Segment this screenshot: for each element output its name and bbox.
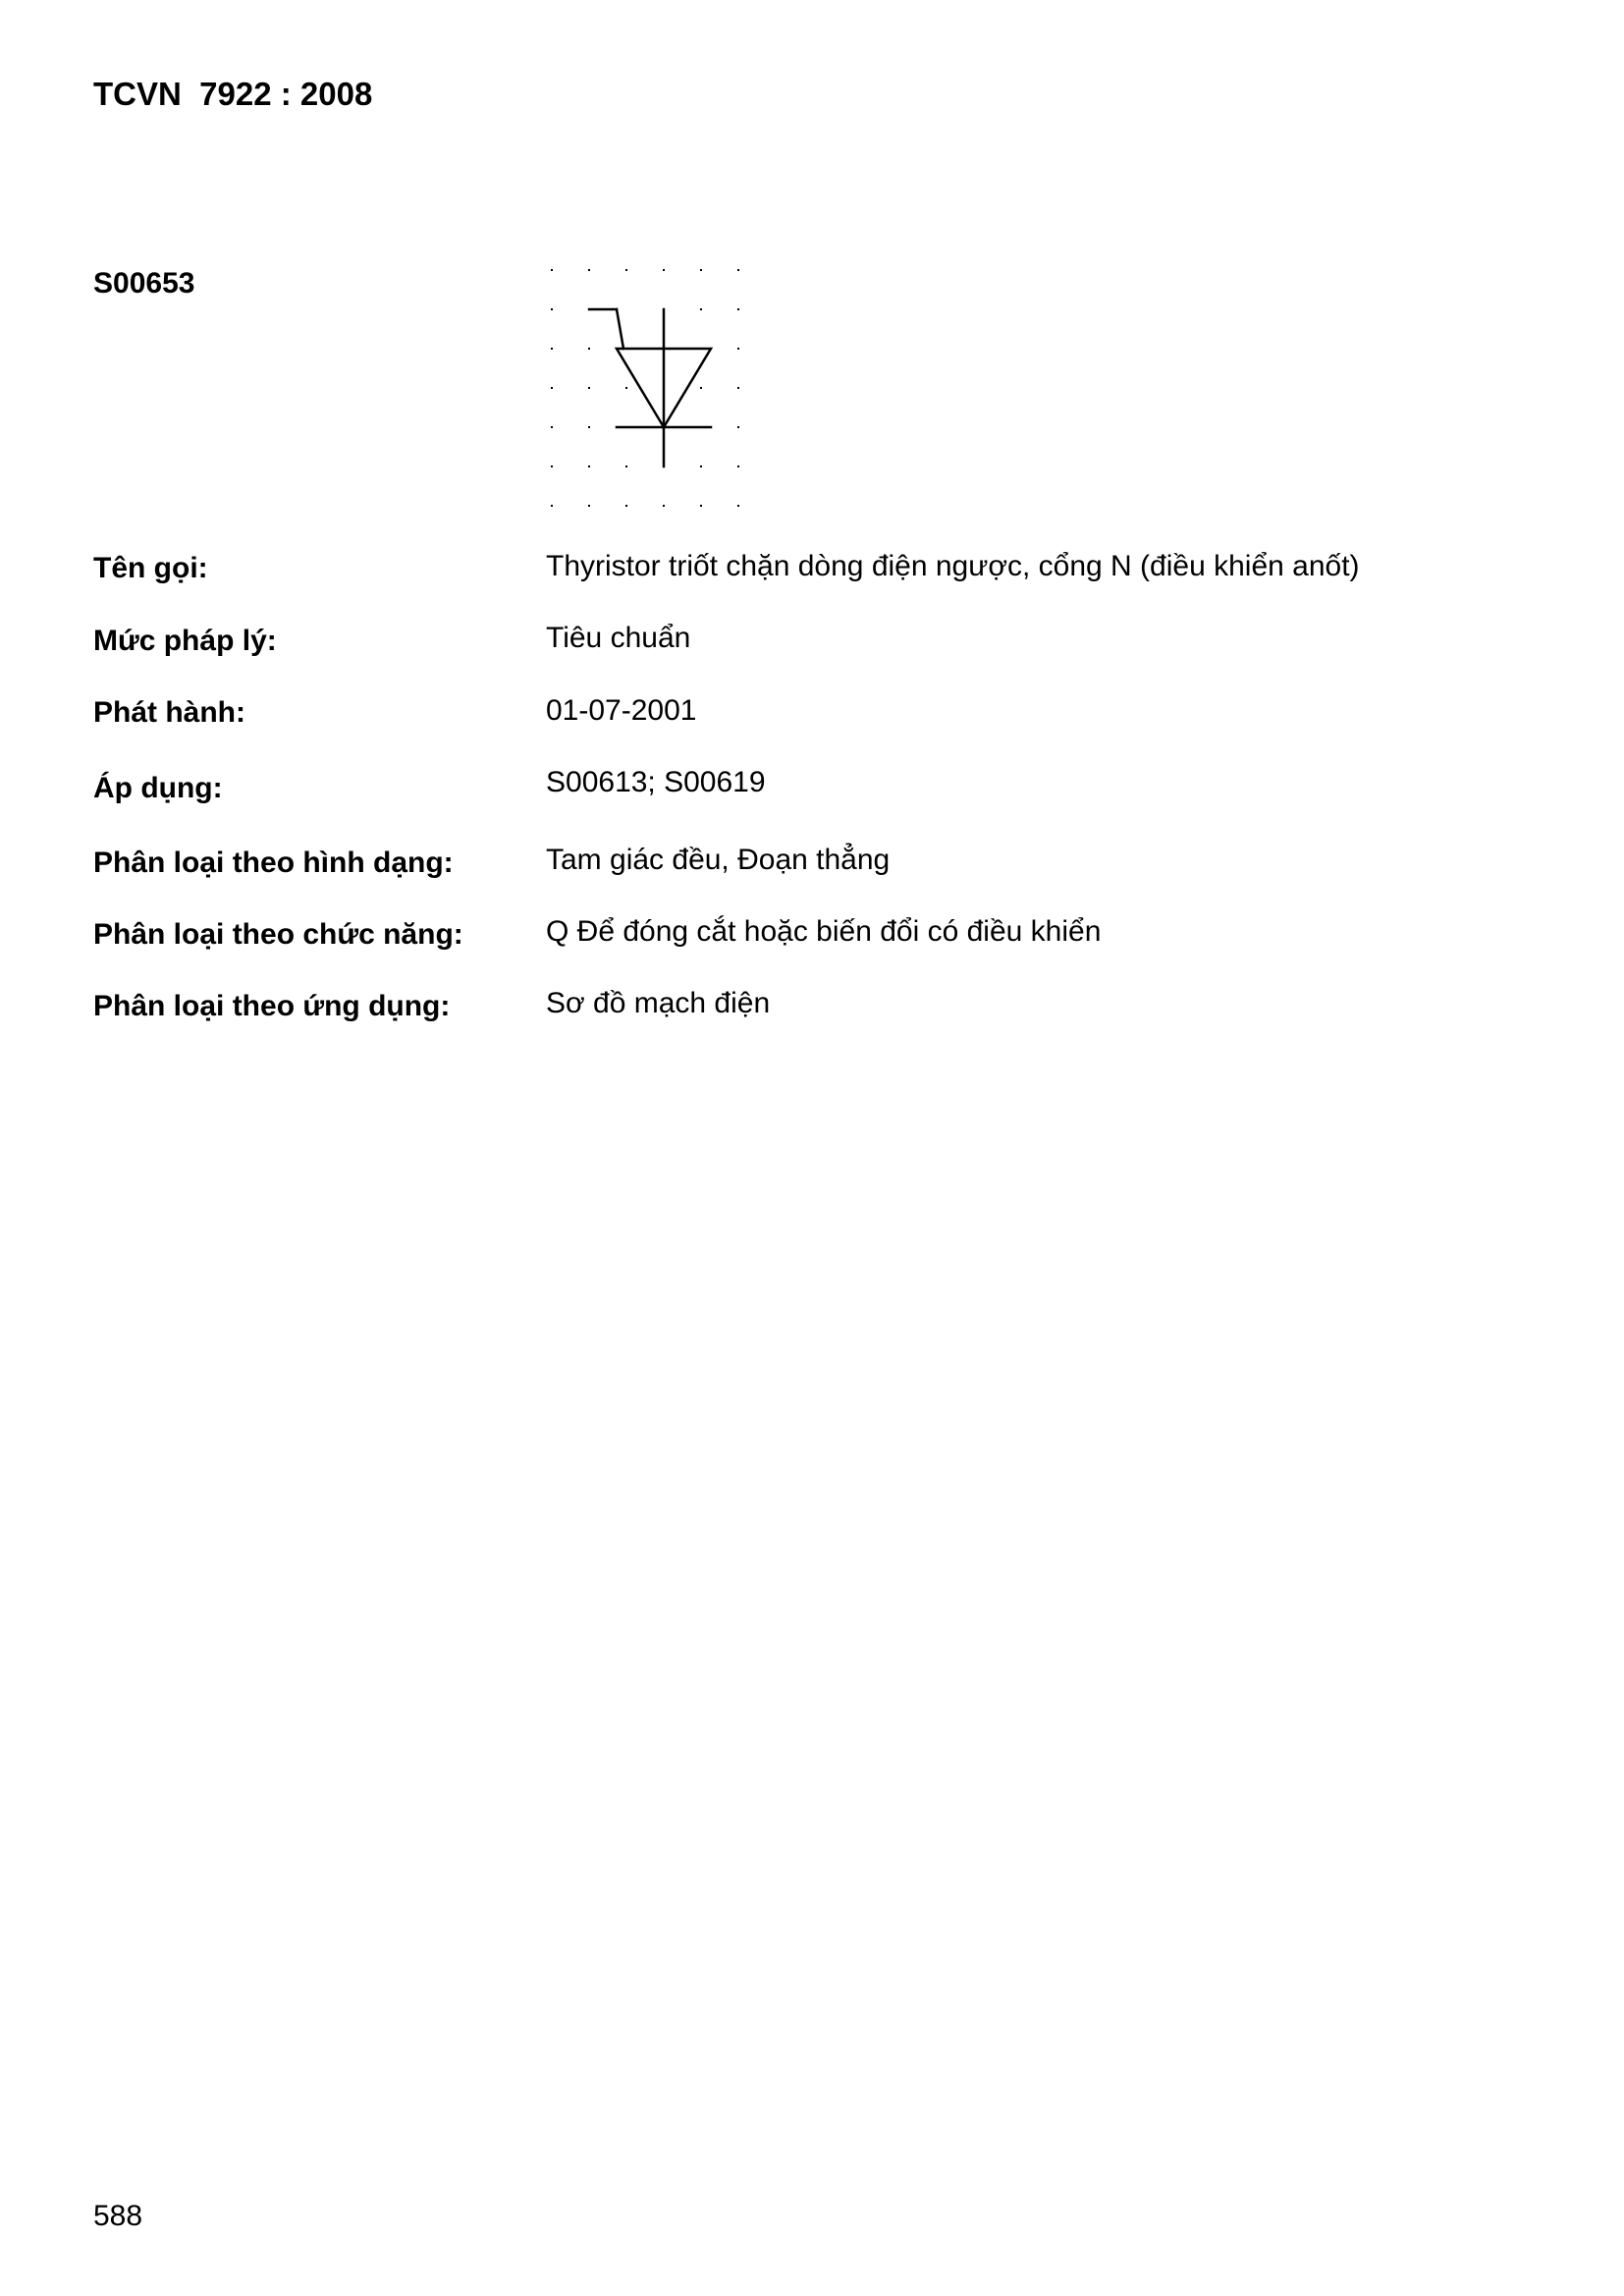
page-number: 588 — [93, 2200, 143, 2232]
property-label: Áp dụng: — [93, 772, 223, 804]
property-label: Phân loại theo hình dạng: — [93, 847, 454, 879]
property-value: 01-07-2001 — [546, 694, 697, 727]
symbol-figure — [535, 257, 761, 518]
property-value: Tiêu chuẩn — [546, 622, 691, 654]
property-value: Tam giác đều, Đoạn thẳng — [546, 844, 891, 876]
property-row-legal-level — [93, 622, 1546, 664]
property-label: Mức pháp lý: — [93, 625, 277, 657]
property-row-application-class — [93, 987, 1546, 1029]
property-label: Phát hành: — [93, 696, 245, 729]
property-row-applies — [93, 766, 1546, 811]
property-row-function-class — [93, 915, 1546, 957]
property-row-name — [93, 552, 1546, 591]
document-header: TCVN 7922 : 2008 — [93, 76, 373, 112]
property-value: Thyristor triốt chặn dòng điện ngược, cổng N (điều khiển anốt) — [546, 550, 1360, 582]
property-value: Sơ đồ mạch điện — [546, 987, 771, 1019]
grid-dots — [551, 269, 739, 507]
thyristor-n-gate-icon — [535, 257, 761, 518]
symbol-code: S00653 — [93, 267, 195, 300]
property-label: Phân loại theo ứng dụng: — [93, 990, 451, 1022]
property-value: Q Để đóng cắt hoặc biến đổi có điều khiển — [546, 915, 1102, 948]
property-label: Phân loại theo chức năng: — [93, 918, 463, 951]
property-label: Tên gọi: — [93, 552, 208, 584]
property-value: S00613; S00619 — [546, 766, 766, 798]
thyristor-lines — [589, 309, 711, 466]
property-row-shape-class — [93, 844, 1546, 886]
property-row-issued — [93, 696, 1546, 736]
